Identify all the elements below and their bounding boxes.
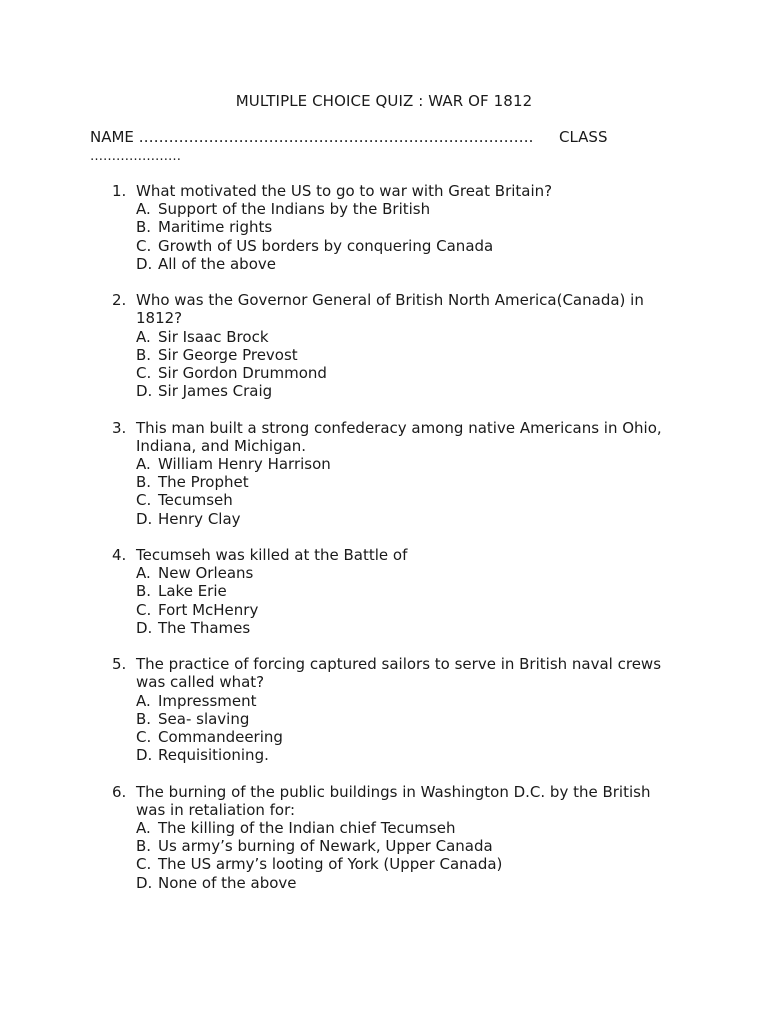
option-text: New Orleans (158, 564, 254, 583)
question-number: 1. (112, 182, 127, 200)
question-text: The practice of forcing captured sailors to serve in British naval crews was called what? (136, 655, 662, 692)
option-letter: B. (136, 218, 152, 237)
option-letter: C. (136, 728, 152, 747)
option-d (136, 255, 672, 273)
option-text: Us army’s burning of Newark, Upper Canada (158, 837, 493, 856)
option-text: Support of the Indians by the British (158, 200, 431, 219)
option-text: None of the above (158, 873, 297, 892)
question-list (112, 182, 672, 910)
question-number: 5. (112, 655, 127, 674)
option-letter: C. (136, 600, 152, 619)
option-letter: A. (136, 564, 151, 583)
option-text: The US army’s looting of York (Upper Canada) (158, 855, 503, 874)
option-text: Tecumseh (158, 491, 233, 510)
question-6 (112, 783, 672, 892)
option-text: Lake Erie (158, 582, 227, 601)
class-field-label: CLASS (559, 128, 608, 146)
option-letter: A. (136, 819, 151, 838)
option-letter: D. (136, 509, 153, 528)
option-text: Commandeering (158, 728, 283, 747)
question-text: Who was the Governor General of British North America(Canada) in 1812? (136, 291, 644, 328)
option-text: Maritime rights (158, 218, 273, 237)
name-class-line (90, 128, 690, 164)
question-5 (112, 655, 672, 764)
option-letter: D. (136, 618, 153, 637)
option-d (136, 746, 672, 764)
name-field-label: NAME ……………………………………………………………………. (90, 128, 534, 146)
option-a (136, 455, 672, 473)
option-d (136, 619, 672, 637)
option-text: Sir James Craig (158, 382, 273, 401)
option-letter: A. (136, 455, 151, 474)
option-text: Sir George Prevost (158, 345, 298, 364)
question-text: The burning of the public buildings in Washington D.C. by the British was in retaliation for: (136, 782, 651, 819)
option-text: Sea- slaving (158, 709, 250, 728)
option-letter: B. (136, 345, 152, 364)
question-text: This man built a strong confederacy among native Americans in Ohio, Indiana, and Michigan. (136, 418, 662, 455)
option-text: The killing of the Indian chief Tecumseh (158, 819, 456, 838)
option-text: The Prophet (158, 473, 249, 492)
option-a (136, 564, 672, 582)
option-text: The Thames (158, 618, 251, 637)
option-c (136, 237, 672, 255)
option-c (136, 855, 672, 873)
question-text: What motivated the US to go to war with Great Britain? (136, 182, 553, 200)
option-d (136, 874, 672, 892)
option-b (136, 473, 672, 491)
question-number: 2. (112, 291, 127, 310)
option-text: Growth of US borders by conquering Canada (158, 236, 494, 255)
question-1 (112, 182, 672, 273)
option-d (136, 382, 672, 400)
option-c (136, 728, 672, 746)
option-text: Sir Gordon Drummond (158, 364, 327, 383)
option-a (136, 200, 672, 218)
page-title: MULTIPLE CHOICE QUIZ : WAR OF 1812 (235, 92, 533, 110)
option-b (136, 710, 672, 728)
option-text: Henry Clay (158, 509, 241, 528)
option-letter: C. (136, 855, 152, 874)
option-letter: D. (136, 873, 153, 892)
option-text: Sir Isaac Brock (158, 327, 269, 346)
option-text: Fort McHenry (158, 600, 259, 619)
question-text: Tecumseh was killed at the Battle of (136, 546, 408, 565)
option-letter: A. (136, 327, 151, 346)
option-text: William Henry Harrison (158, 455, 331, 474)
option-a (136, 328, 672, 346)
option-b (136, 346, 672, 364)
question-2 (112, 291, 672, 400)
option-letter: C. (136, 364, 152, 383)
question-number: 3. (112, 418, 127, 437)
option-text: All of the above (158, 254, 276, 273)
option-text: Requisitioning. (158, 746, 269, 765)
option-a (136, 819, 672, 837)
option-letter: B. (136, 473, 152, 492)
class-field-dots: ………………… (90, 149, 181, 164)
option-letter: D. (136, 254, 153, 273)
option-letter: A. (136, 200, 151, 219)
question-4 (112, 546, 672, 637)
option-c (136, 491, 672, 509)
option-letter: D. (136, 382, 153, 401)
option-d (136, 510, 672, 528)
option-letter: B. (136, 709, 152, 728)
question-3 (112, 419, 672, 528)
option-letter: B. (136, 582, 152, 601)
option-b (136, 582, 672, 600)
question-number: 6. (112, 782, 127, 801)
option-letter: A. (136, 691, 151, 710)
option-text: Impressment (158, 691, 257, 710)
option-b (136, 837, 672, 855)
question-number: 4. (112, 546, 127, 565)
option-letter: C. (136, 236, 152, 255)
option-c (136, 601, 672, 619)
option-letter: B. (136, 837, 152, 856)
option-letter: C. (136, 491, 152, 510)
option-a (136, 692, 672, 710)
option-b (136, 218, 672, 236)
option-c (136, 364, 672, 382)
option-letter: D. (136, 746, 153, 765)
